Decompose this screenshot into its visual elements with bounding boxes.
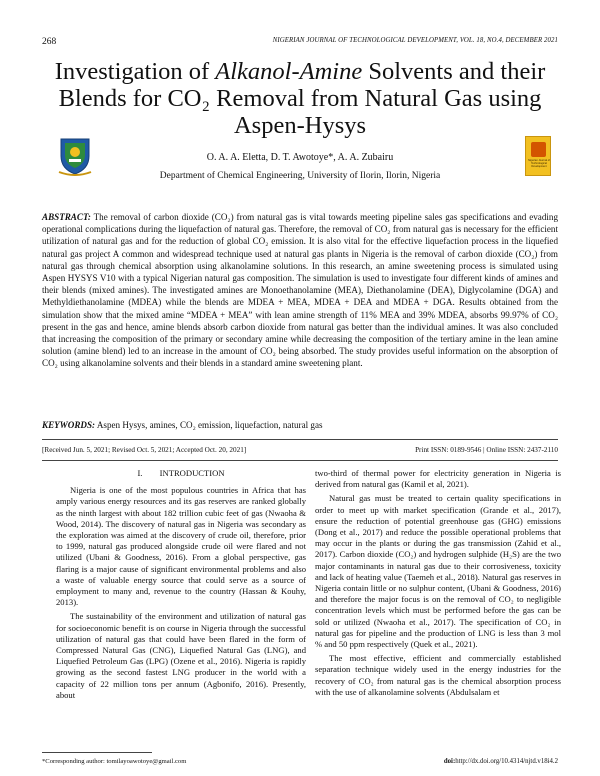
issn: Print ISSN: 0189-9546 | Online ISSN: 2437-2110 bbox=[415, 446, 558, 454]
abstract-text: The removal of carbon dioxide (CO₂) from natural gas is vital towards meeting pipeline sales gas specifications and evading operational complications during the liquefaction of natural gas. Therefore, the removal of CO₂ from natural gas is necessary for the efficient utilization of natural gas and for the reduction of global CO₂ emission. It is also vital for the effective liquefaction process in the liquefied natural gas project A common and widespread technique used at natural gas plants in Nigeria is the removal of carbon dioxide (CO₂) from natural gas through chemical absorption using alkanolamine solutions. In this research, an amine sweetening process is simulated using Aspen HYSYS V10 with a typical Nigerian natural gas composition. The simulation is used to investigate four different kinds of amines and their blends (mixed amines). The investigated amines are Monoethanolamine (MEA), Diethanolamine (DEA), Diglycolamine (DGA) and Methyldiethanolamine (MDEA) while the blends are MDEA + MEA, MDEA + DEA and MDEA + DGA. Results obtained from the simulation show that the mixed amine “MDEA + MEA” with lean amine strength of 11% MEA and 39% MDEA, absorbs 99.97% of CO₂ present in the gas and hence, amine blends absorb carbon dioxide from natural gas better than the individual amines. It was also concluded that increasing the composition of the primary or secondary amine while decreasing the composition of the tertiary amine in the lean amine solution (amine blend) led to an increase in the amount of CO₂ being absorbed. The study provides useful information on the absorption of CO₂ using alkanolamine solvents and their blends in a standard amine sweetening plant. bbox=[42, 212, 559, 369]
received-dates: [Received Jun. 5, 2021; Revised Oct. 5, 2021; Accepted Oct. 20, 2021] bbox=[42, 446, 247, 454]
paper-title bbox=[50, 58, 550, 139]
journal-header: NIGERIAN JOURNAL OF TECHNOLOGICAL DEVELOPMENT, VOL. 18, NO.4, DECEMBER 2021 bbox=[272, 37, 558, 44]
doi-label: doi: bbox=[443, 758, 456, 765]
title-line2: Blends for CO₂ Removal from Natural Gas using bbox=[58, 85, 542, 112]
keywords-label: KEYWORDS: bbox=[42, 420, 96, 430]
paragraph: Nigeria is one of the most populous countries in Africa that has amply various energy resources and its gas reserves are ranked globally as the ninth largest with about 182 trillion cubic feet of gas (Nwaoha & Wood, 2014). The discovery of natural gas in Nigeria was secondary as the exploration was aimed at the discovery of crude oil, therefore, prior to 1999, natural gas produced alongside crude oil were flared and not utilized (Ubani & Goodness, 2016). From a global perspective, gas flaring is a major cause of significant environmental problems and also a waste of valuable energy source that could serve as a source of employment to many and, revenue to the country (Hassan & Kouhy, 2013). bbox=[56, 485, 306, 608]
authors: O. A. A. Eletta, D. T. Awotoye*, A. A. Zubairu bbox=[206, 152, 394, 163]
section-heading: I. INTRODUCTION bbox=[137, 468, 225, 478]
abstract-label: ABSTRACT: bbox=[42, 212, 91, 222]
title-part2: Solvents and their bbox=[362, 58, 546, 85]
page-number: 268 bbox=[42, 37, 57, 47]
keywords bbox=[42, 420, 558, 430]
paragraph: Natural gas must be treated to certain quality specifications in order to meet up with market specification (Grande et al., 2017), ensure the reduction of potential greenhouse gas (GHG) emissions (Dong et al., 2017) and reduce the possible operational problems that may occur in the plants or during the gas transmission (Zahid et al., 2017). Carbon dioxide (CO₂) and hydrogen sulphide (H₂S) are the two major contaminants in natural gas due to their corrosiveness, toxicity and lack of heating value (Taemeh et al., 2018). Natural gas reserves in Nigeria contain little or no sulphur content, (Ubani & Goodness, 2016) and therefore the major focus is on the removal of CO₂ to negligible concentration levels which must be performed before the gas can be sold or utilized (Nwaoha et al., 2017). The specification of CO₂ in natural gas for pipeline and the production of LNG is less than 3 mol % and 50 ppm respectively (Quek et al., 2021). bbox=[315, 493, 561, 650]
title-italic: Alkanol-Amine bbox=[215, 58, 363, 85]
journal-logo-text: Nigerian Journal of Technological Development bbox=[528, 159, 550, 168]
footnote-rule bbox=[42, 752, 152, 753]
corresponding-author: *Corresponding author: tomilayoawotoye@gmail.com bbox=[42, 758, 187, 765]
left-column bbox=[56, 468, 306, 704]
abstract bbox=[42, 211, 558, 370]
paragraph: two-third of thermal power for electricity generation in Nigeria is derived from natural gas (Kamil et al, 2021). bbox=[315, 468, 561, 490]
divider-bottom bbox=[42, 460, 558, 461]
divider-top bbox=[42, 439, 558, 440]
title-line3: Aspen-Hysys bbox=[233, 112, 367, 139]
title-part1: Investigation of bbox=[54, 58, 216, 85]
doi-link[interactable]: http://dx.doi.org/10.4314/njtd.v18i4.2 bbox=[455, 758, 558, 765]
paragraph: The most effective, efficient and commercially established separation technique widely used in the energy industries for the recovery of CO₂ from natural gas is the chemical absorption process with the use of alkanolamine solvents (Abdulsalam et bbox=[315, 653, 561, 697]
doi bbox=[444, 758, 558, 765]
affiliation: Department of Chemical Engineering, University of Ilorin, Ilorin, Nigeria bbox=[159, 171, 441, 181]
keywords-text: Aspen Hysys, amines, CO₂ emission, liquefaction, natural gas bbox=[96, 420, 323, 430]
paragraph: The sustainability of the environment and utilization of natural gas for socioeconomic benefit is on course in Nigeria through the successful utilization of natural gas that could have been flared in the form of Compressed Natural Gas (CNG), Liquefied Natural Gas (LNG), and Liquefied Petroleum Gas (LPG) (Ozene et al., 2016). Nigeria is rapidly growing as the second fastest LNG producer in the world with a capacity of 22 million tons per annum (Agbonifo, 2016). Presently, about bbox=[56, 611, 306, 700]
right-column bbox=[315, 468, 561, 701]
